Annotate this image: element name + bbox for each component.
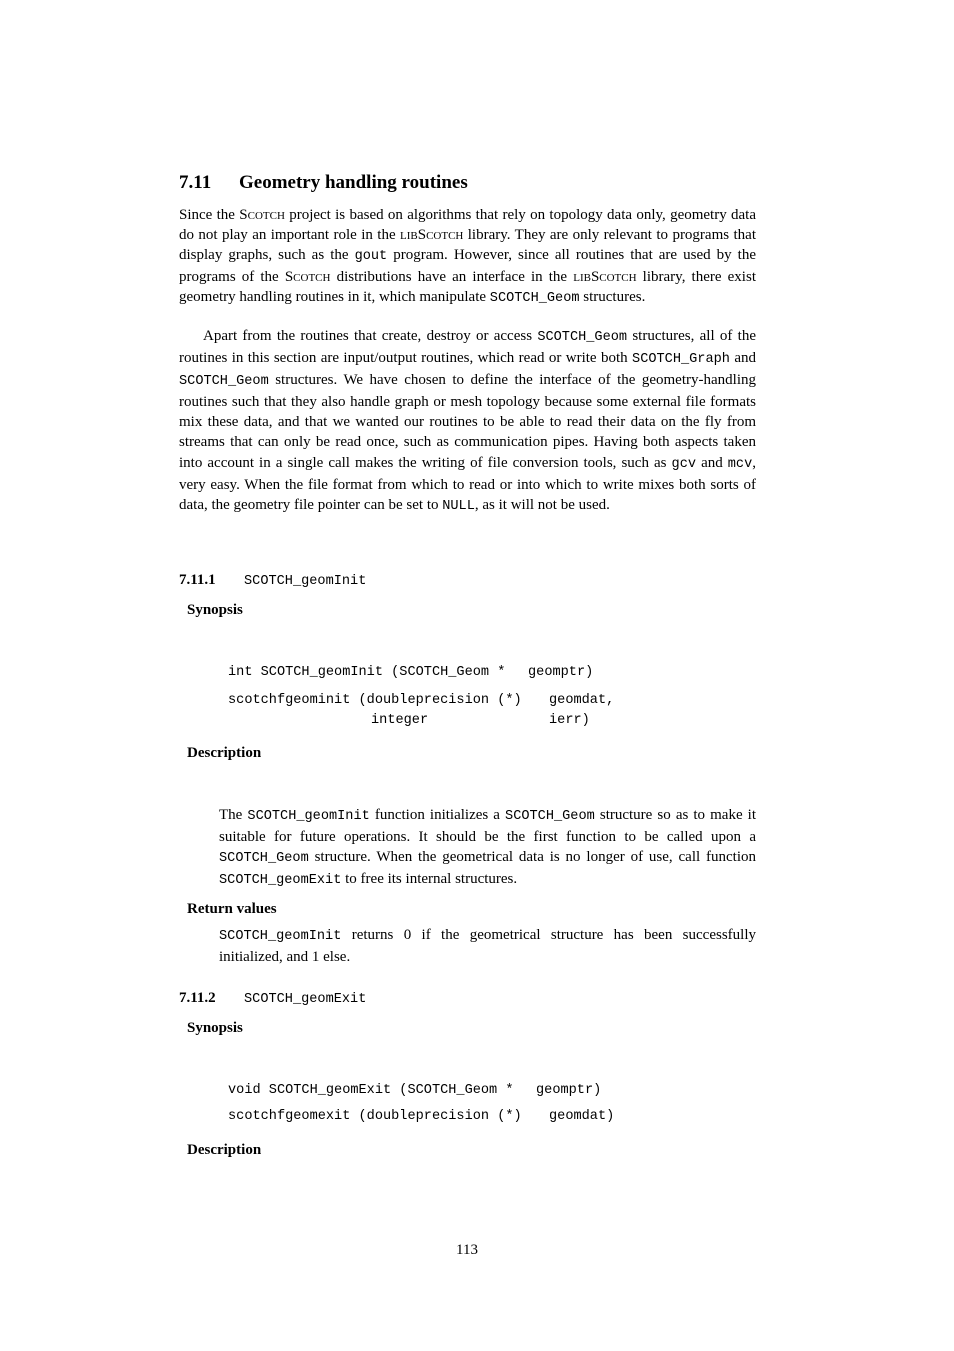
synopsis-label: Synopsis	[187, 602, 243, 618]
intro-paragraph-1: Since the Scotch project is based on algorithms that rely on topology data only, geometry data do not play an important role in the libScotch library. They are only relevant to programs that display graphs, such as the gout program. However, since all routines that are used by the programs of the Scotch distributions have an interface in the libScotch library, there exist geometry handling routines in it, which manipulate SCOTCH_Geom structures.	[179, 207, 756, 307]
subsection-heading-geominit	[179, 570, 366, 592]
inline-code: gout	[354, 249, 388, 265]
c-argument: geomptr)	[528, 665, 594, 680]
inline-code: SCOTCH_geomInit	[219, 929, 342, 944]
c-declaration: void SCOTCH_geomExit (SCOTCH_Geom *	[228, 1083, 514, 1098]
subsection-name: SCOTCH_geomExit	[244, 992, 367, 1007]
subsection-heading-geomexit	[179, 988, 366, 1010]
fortran-declaration: scotchfgeomexit (doubleprecision (*)	[228, 1109, 522, 1124]
description-label: Description	[187, 745, 262, 761]
inline-code: SCOTCH_Geom	[219, 851, 309, 867]
section-number: 7.11	[179, 172, 212, 193]
intro-paragraph-2	[179, 326, 756, 517]
inline-code: gcv	[671, 456, 697, 472]
subsection-number: 7.11.1	[179, 572, 216, 588]
small-caps-name: Scotch	[239, 207, 285, 223]
fortran-declaration: scotchfgeominit (doubleprecision (*)	[228, 693, 522, 708]
return-values-text: SCOTCH_geomInit returns 0 if the geometrical structure has been successfully initialized, and 1 else.	[219, 927, 756, 966]
inline-code: SCOTCH_Graph	[632, 352, 730, 368]
page-number: 113	[456, 1242, 478, 1258]
inline-code: SCOTCH_Geom	[505, 809, 595, 824]
small-caps-name: libScotch	[573, 269, 637, 286]
subsection-name: SCOTCH_geomInit	[244, 574, 367, 589]
fortran-argument: geomdat)	[549, 1109, 615, 1124]
inline-code: SCOTCH_Geom	[537, 330, 628, 345]
small-caps-name: Scotch	[284, 269, 331, 286]
c-argument: geomptr)	[536, 1083, 602, 1098]
fortran-argument-1: geomdat,	[549, 693, 615, 708]
inline-code: SCOTCH_geomInit	[247, 809, 370, 824]
fortran-argument-2: ierr)	[549, 713, 590, 728]
small-caps-name: libScotch	[400, 227, 464, 244]
c-declaration: int SCOTCH_geomInit (SCOTCH_Geom *	[228, 665, 506, 680]
return-values-label: Return values	[187, 901, 277, 917]
inline-code: SCOTCH_Geom	[489, 291, 580, 307]
fortran-type-2: integer	[371, 713, 429, 728]
section-title: Geometry handling routines	[239, 172, 468, 193]
subsection-number: 7.11.2	[179, 990, 216, 1006]
inline-code: mcv	[727, 456, 753, 472]
inline-code: SCOTCH_Geom	[179, 374, 269, 390]
inline-code: SCOTCH_geomExit	[219, 873, 342, 889]
intro-paragraph-2-text: Apart from the routines that create, destroy or access SCOTCH_Geom structures, all of the routines in this section are input/output routines, which read or write both SCOTCH_Graph and SCOTCH_Geom structures. We have chosen to define the interface of the geometry-handling routines such that they also handle graph or mesh topology because some external file formats mix these data, and that we wanted our routines to be able to read their data on the fly from streams that can only be read once, such as communication pipes. Having both aspects taken into account in a single call makes the writing of file conversion tools, such as gcv and mcv, very easy. When the file format from which to read or into which to write mixes both sorts of data, the geometry file pointer can be set to NULL, as it will not be used.	[179, 328, 756, 514]
section-heading	[179, 171, 468, 195]
inline-code: NULL	[442, 498, 475, 514]
description-label: Description	[187, 1142, 262, 1158]
synopsis-label: Synopsis	[187, 1020, 243, 1036]
description-text: The SCOTCH_geomInit function initializes a SCOTCH_Geom structure so as to make it suitable for future operations. It should be the first function to be called upon a SCOTCH_Geom structure. When the geometrical data is no longer of use, call function SCOTCH_geomExit to free its internal structures.	[219, 807, 757, 889]
